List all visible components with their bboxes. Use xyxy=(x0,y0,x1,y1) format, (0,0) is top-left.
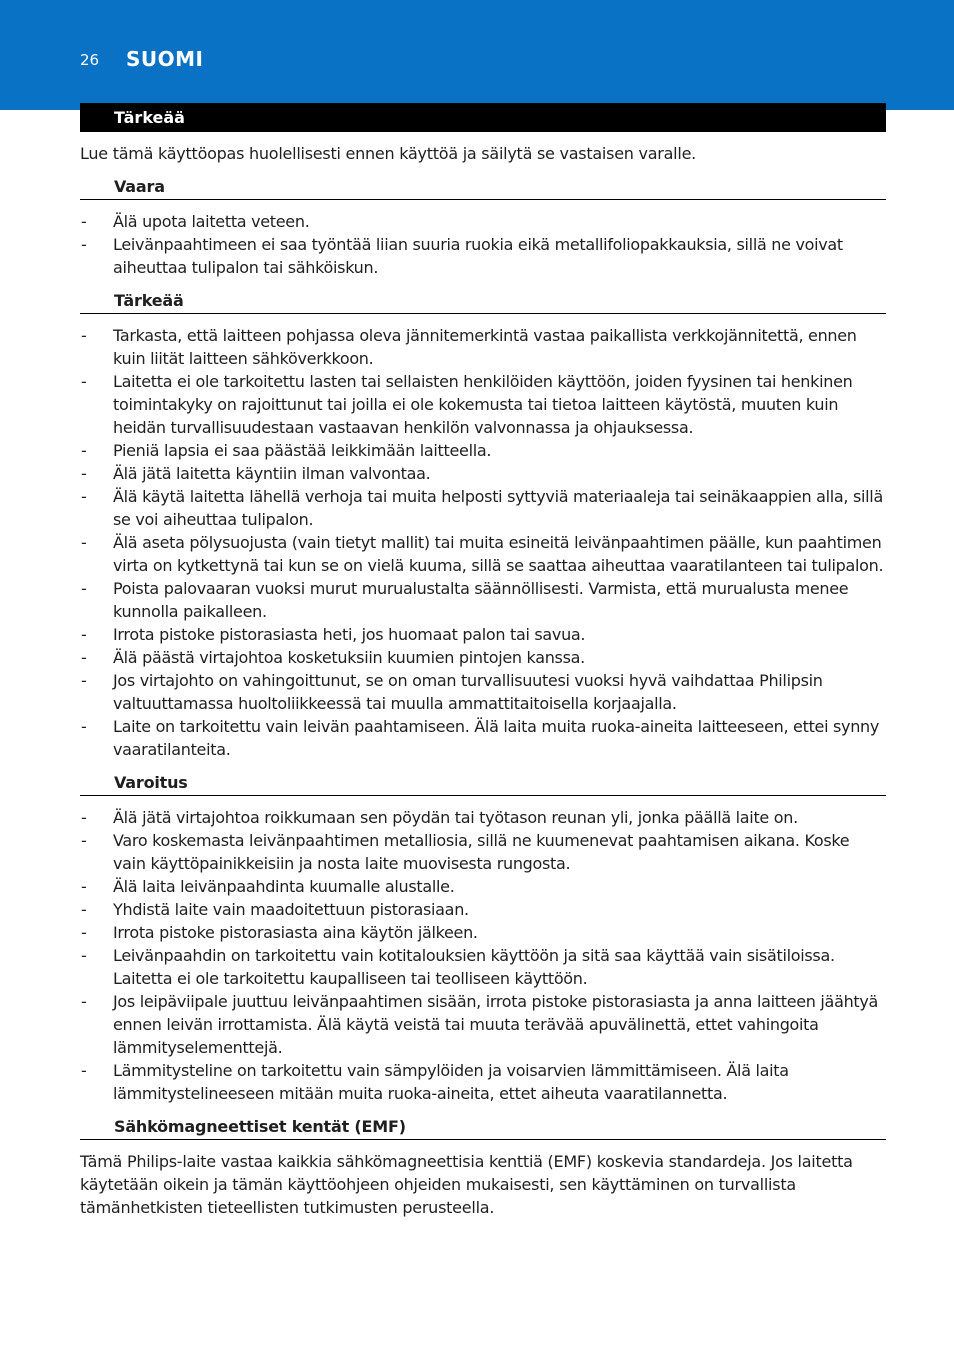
list-item xyxy=(80,990,886,1059)
list-item xyxy=(80,324,886,370)
list-item-text: Älä laita leivänpaahdinta kuumalle alustalle. xyxy=(113,877,455,896)
list-item xyxy=(80,646,886,669)
bullet-dash: - xyxy=(81,648,87,667)
list-item-text: Jos virtajohto on vahingoittunut, se on oman turvallisuutesi vuoksi hyvä vaihdattaa Philipsin valtuuttamassa huoltoliikkeessä tai muulla ammattitaitoisella korjaajalla. xyxy=(113,671,823,713)
list-item xyxy=(80,829,886,875)
list-item xyxy=(80,669,886,715)
list-item xyxy=(80,531,886,577)
bullet-dash: - xyxy=(81,1061,87,1080)
bullet-dash: - xyxy=(81,235,87,254)
list-item-text: Jos leipäviipale juuttuu leivänpaahtimen sisään, irrota pistoke pistorasiasta ja anna laitteen jäähtyä ennen leivän irrottamista. Älä käytä veistä tai muuta terävää apuvälinettä, ettet vahingoita lämmityselementtejä. xyxy=(113,992,879,1057)
list-item xyxy=(80,875,886,898)
bullet-dash: - xyxy=(81,326,87,345)
list-item xyxy=(80,210,886,233)
emf-paragraph: Tämä Philips-laite vastaa kaikkia sähkömagneettisia kenttiä (EMF) koskevia standardeja. Jos laitetta käytetään oikein ja tämän käyttöohjeen ohjeiden mukaisesti, sen käyttäminen on turvallista tämänhetkisten tieteellisten tutkimusten perusteella. xyxy=(80,1152,853,1217)
danger-heading: Vaara xyxy=(80,176,886,200)
list-item-text: Lämmitysteline on tarkoitettu vain sämpylöiden ja voisarvien lämmittämiseen. Älä laita lämmitystelineeseen mitään muita ruoka-aineita, ettet aiheuta vaaratilannetta. xyxy=(113,1061,789,1103)
list-item xyxy=(80,623,886,646)
bullet-dash: - xyxy=(81,808,87,827)
list-item-text: Älä jätä virtajohtoa roikkumaan sen pöydän tai työtason reunan yli, jonka päällä laite on. xyxy=(113,808,798,827)
bullet-dash: - xyxy=(81,487,87,506)
document-body xyxy=(80,142,886,1219)
important-list xyxy=(80,324,886,761)
list-item xyxy=(80,898,886,921)
caution-list xyxy=(80,806,886,1105)
list-item-text: Älä päästä virtajohtoa kosketuksiin kuumien pintojen kanssa. xyxy=(113,648,585,667)
list-item xyxy=(80,485,886,531)
important-heading: Tärkeää xyxy=(80,290,886,314)
bullet-dash: - xyxy=(81,464,87,483)
list-item xyxy=(80,370,886,439)
bullet-dash: - xyxy=(81,992,87,1011)
intro-paragraph: Lue tämä käyttöopas huolellisesti ennen käyttöä ja säilytä se vastaisen varalle. xyxy=(80,144,696,163)
list-item-text: Älä aseta pölysuojusta (vain tietyt mallit) tai muita esineitä leivänpaahtimen päälle, kun paahtimen virta on kytkettynä tai kun se on vielä kuuma, sillä se saattaa aiheuttaa vaaratilanteen tai tulipalon. xyxy=(113,533,884,575)
list-item xyxy=(80,1059,886,1105)
bullet-dash: - xyxy=(81,831,87,850)
bullet-dash: - xyxy=(81,579,87,598)
bullet-dash: - xyxy=(81,671,87,690)
list-item-text: Älä käytä laitetta lähellä verhoja tai muita helposti syttyviä materiaaleja tai seinäkaappien alla, sillä se voi aiheuttaa tulipalon. xyxy=(113,487,883,529)
language-title: SUOMI xyxy=(126,47,204,71)
list-item xyxy=(80,577,886,623)
list-item-text: Älä jätä laitetta käyntiin ilman valvontaa. xyxy=(113,464,431,483)
list-item xyxy=(80,715,886,761)
bullet-dash: - xyxy=(81,717,87,736)
bullet-dash: - xyxy=(81,441,87,460)
emf-heading: Sähkömagneettiset kentät (EMF) xyxy=(80,1116,886,1140)
list-item xyxy=(80,944,886,990)
header-bar xyxy=(0,0,954,110)
danger-list xyxy=(80,210,886,279)
list-item-text: Yhdistä laite vain maadoitettuun pistorasiaan. xyxy=(113,900,469,919)
section-title: Tärkeää xyxy=(114,108,185,127)
bullet-dash: - xyxy=(81,900,87,919)
section-title-bar xyxy=(80,103,886,132)
list-item xyxy=(80,921,886,944)
list-item-text: Pieniä lapsia ei saa päästää leikkimään laitteella. xyxy=(113,441,492,460)
list-item xyxy=(80,806,886,829)
list-item-text: Älä upota laitetta veteen. xyxy=(113,212,310,231)
list-item-text: Tarkasta, että laitteen pohjassa oleva jännitemerkintä vastaa paikallista verkkojännitettä, ennen kuin liität laitteen sähköverkkoon. xyxy=(113,326,857,368)
bullet-dash: - xyxy=(81,877,87,896)
list-item xyxy=(80,233,886,279)
list-item-text: Poista palovaaran vuoksi murut murualustalta säännöllisesti. Varmista, että murualusta menee kunnolla paikalleen. xyxy=(113,579,849,621)
list-item xyxy=(80,462,886,485)
bullet-dash: - xyxy=(81,533,87,552)
bullet-dash: - xyxy=(81,923,87,942)
list-item-text: Irrota pistoke pistorasiasta aina käytön jälkeen. xyxy=(113,923,478,942)
list-item xyxy=(80,439,886,462)
list-item-text: Varo koskemasta leivänpaahtimen metalliosia, sillä ne kuumenevat paahtamisen aikana. Koske vain käyttöpainikkeisiin ja nosta laite muovisesta rungosta. xyxy=(113,831,850,873)
bullet-dash: - xyxy=(81,625,87,644)
caution-heading: Varoitus xyxy=(80,772,886,796)
page-number: 26 xyxy=(80,51,100,69)
bullet-dash: - xyxy=(81,372,87,391)
list-item-text: Leivänpaahdin on tarkoitettu vain kotitalouksien käyttöön ja sitä saa käyttää vain sisätiloissa. Laitetta ei ole tarkoitettu kaupalliseen tai teolliseen käyttöön. xyxy=(113,946,835,988)
list-item-text: Leivänpaahtimeen ei saa työntää liian suuria ruokia eikä metallifoliopakkauksia, sillä ne voivat aiheuttaa tulipalon tai sähköiskun. xyxy=(113,235,843,277)
list-item-text: Laite on tarkoitettu vain leivän paahtamiseen. Älä laita muita ruoka-aineita laitteeseen, ettei synny vaaratilanteita. xyxy=(113,717,880,759)
bullet-dash: - xyxy=(81,946,87,965)
list-item-text: Irrota pistoke pistorasiasta heti, jos huomaat palon tai savua. xyxy=(113,625,586,644)
list-item-text: Laitetta ei ole tarkoitettu lasten tai sellaisten henkilöiden käyttöön, joiden fyysinen tai henkinen toimintakyky on rajoittunut tai joilla ei ole kokemusta tai tietoa laitteen käytöstä, muuten kuin heidän turvallisuudestaan vastaavan henkilön valvonnassa ja ohjauksessa. xyxy=(113,372,853,437)
bullet-dash: - xyxy=(81,212,87,231)
